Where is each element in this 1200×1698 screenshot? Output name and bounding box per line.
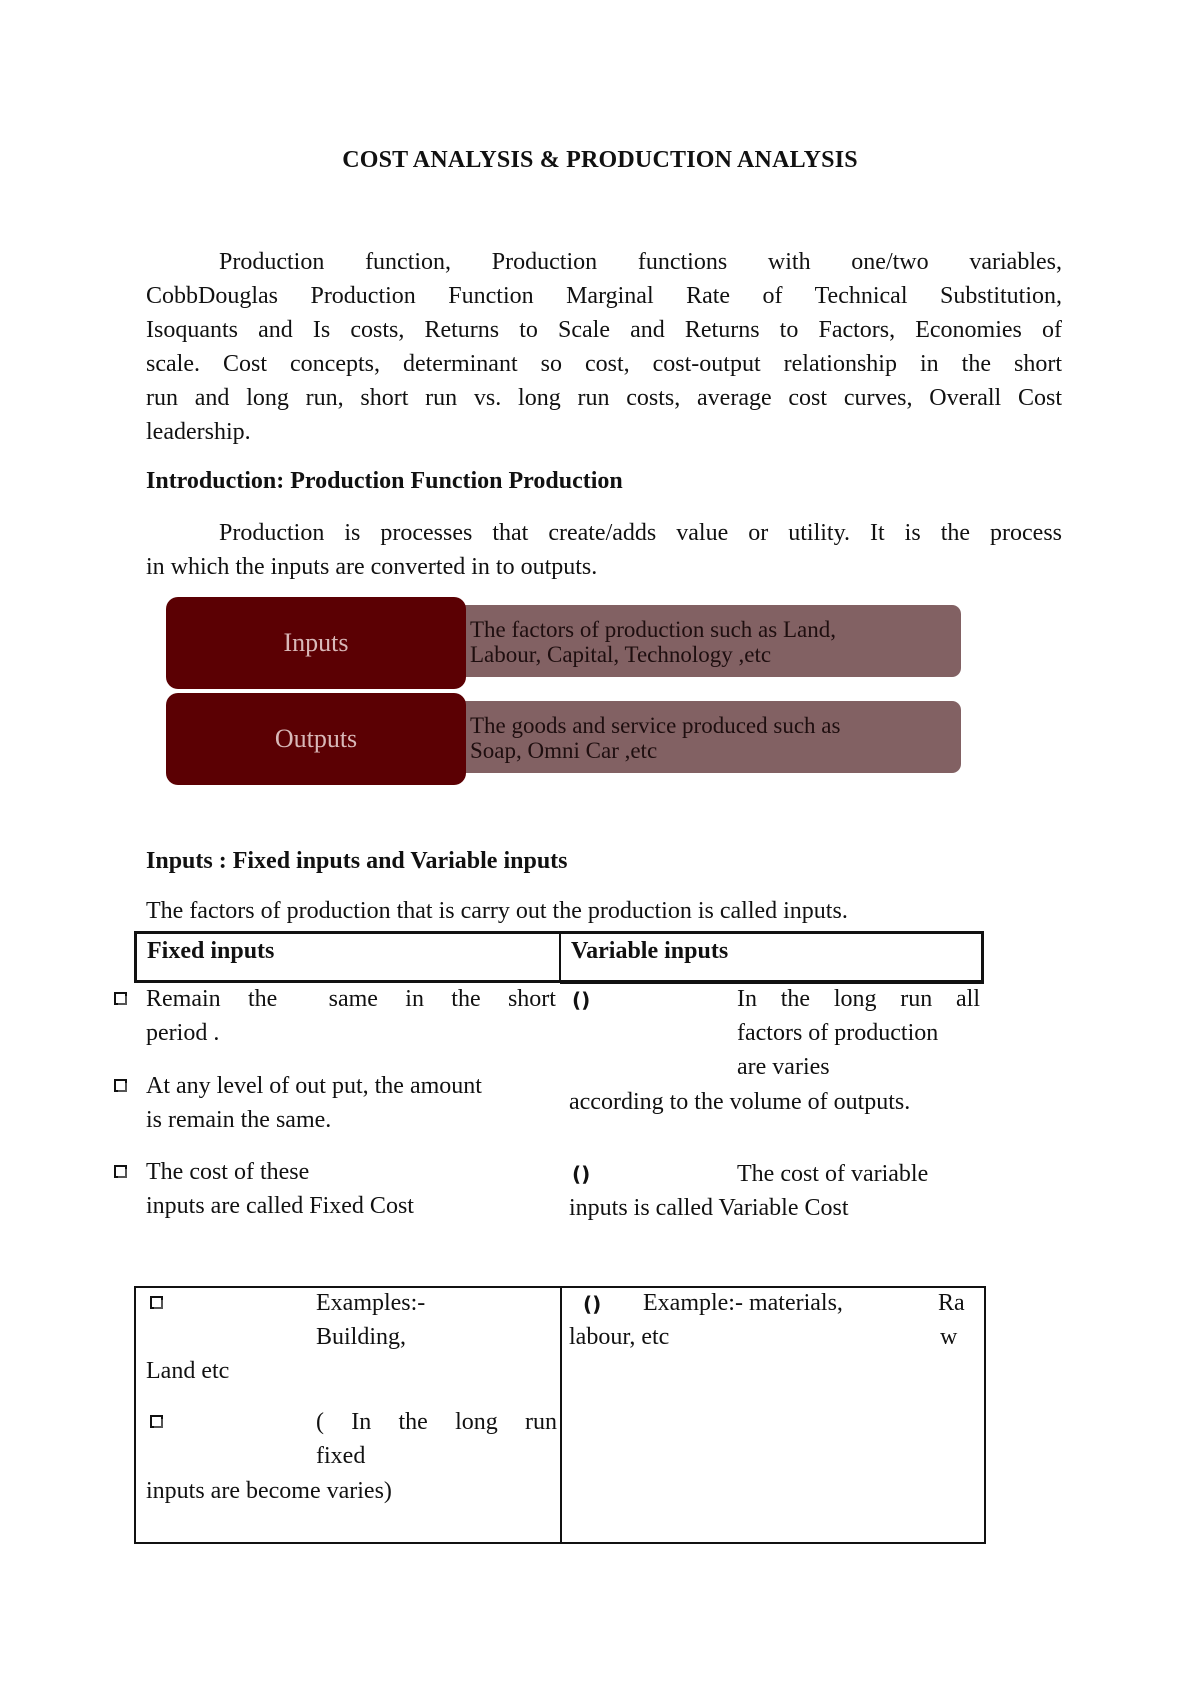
page-title: COST ANALYSIS & PRODUCTION ANALYSIS [342,147,858,173]
diagram-inputs-desc-line1: The factors of production such as Land, [470,617,836,642]
fixed-item-1-line1: Remain the same in the short [146,986,556,1012]
inputs-table-header [134,931,984,983]
fixed-item-2-line2: is remain the same. [146,1107,332,1133]
ring-bullet-icon: () [572,1162,591,1186]
variable-item-1 [737,982,980,1084]
variable-item-2-line2: inputs is called Variable Cost [569,1195,849,1221]
fixed-examples-line3: Land etc [146,1358,230,1384]
inputs-intro: The factors of production that is carry out the production is called inputs. [146,898,848,924]
fixed-examples-label [316,1286,556,1354]
intro-line-1: Production is processes that create/adds value or utility. It is the process [219,520,1062,546]
diagram-inputs-desc-line2: Labour, Capital, Technology ,etc [470,642,772,667]
diagram-inputs-label: Inputs [166,597,466,689]
fixed-item-3 [146,1155,556,1223]
diagram-outputs-label: Outputs [166,693,466,785]
ring-bullet-icon: () [572,988,591,1012]
variable-example-line1: Example:- materials, [643,1290,843,1316]
fixed-note-line1: ( In the long run [316,1409,557,1435]
fixed-examples-line1: Examples:- [316,1290,426,1316]
fixed-note-line2: fixed [316,1443,366,1469]
checkbox-bullet-icon [150,1415,163,1428]
syllabus-line-4: scale. Cost concepts, determinant so cost, cost-output relationship in the short [146,351,1062,377]
variable-item-1-line4: according to the volume of outputs. [569,1089,911,1115]
fixed-note [316,1405,557,1473]
diagram-outputs-description [426,701,961,773]
checkbox-bullet-icon [114,1165,127,1178]
checkbox-bullet-icon [150,1296,163,1309]
intro-paragraph [146,516,1062,584]
syllabus-line-5: run and long run, short run vs. long run costs, average cost curves, Overall Cost [146,385,1062,411]
diagram-outputs-desc-line1: The goods and service produced such as [470,713,841,738]
variable-item-1-line2: factors of production [737,1020,939,1046]
syllabus-line-3: Isoquants and Is costs, Returns to Scale and Returns to Factors, Economies of [146,317,1062,343]
ring-bullet-icon: () [583,1292,602,1316]
variable-item-2-line1: The cost of variable [737,1161,929,1187]
fixed-item-1 [146,982,556,1050]
fixed-examples-line2: Building, [316,1324,407,1350]
variable-example-raw-1: Ra [938,1290,965,1316]
fixed-note-line3: inputs are become varies) [146,1478,392,1504]
header-fixed-inputs: Fixed inputs [147,938,275,964]
fixed-item-3-line2: inputs are called Fixed Cost [146,1193,414,1219]
variable-example-raw-2: w [940,1324,958,1350]
diagram-outputs-desc-line2: Soap, Omni Car ,etc [470,738,658,763]
syllabus-paragraph [146,245,1062,449]
diagram-row-inputs [166,597,1001,689]
fixed-item-2-line1: At any level of out put, the amount [146,1073,482,1099]
intro-line-2: in which the inputs are converted in to outputs. [146,554,598,580]
table-divider [560,1288,562,1542]
checkbox-bullet-icon [114,1079,127,1092]
fixed-item-2 [146,1069,558,1137]
syllabus-line-1: Production function, Production functions with one/two variables, [219,249,1062,275]
syllabus-line-6: leadership. [146,419,251,445]
variable-example-raw [938,1286,978,1354]
table-divider [559,934,561,980]
variable-item-1-line3: are varies [737,1054,830,1080]
intro-heading: Introduction: Production Function Production [146,468,623,494]
header-variable-inputs: Variable inputs [571,938,729,964]
input-output-diagram [166,597,1001,787]
inputs-heading: Inputs : Fixed inputs and Variable inputs [146,848,568,874]
diagram-inputs-description [426,605,961,677]
variable-example-line2: labour, etc [569,1324,670,1350]
diagram-row-outputs [166,693,1001,785]
variable-item-1-line1: In the long run all [737,986,980,1012]
syllabus-line-2: CobbDouglas Production Function Marginal Rate of Technical Substitution, [146,283,1062,309]
fixed-item-3-line1: The cost of these [146,1159,310,1185]
checkbox-bullet-icon [114,992,127,1005]
fixed-item-1-line2: period . [146,1020,220,1046]
